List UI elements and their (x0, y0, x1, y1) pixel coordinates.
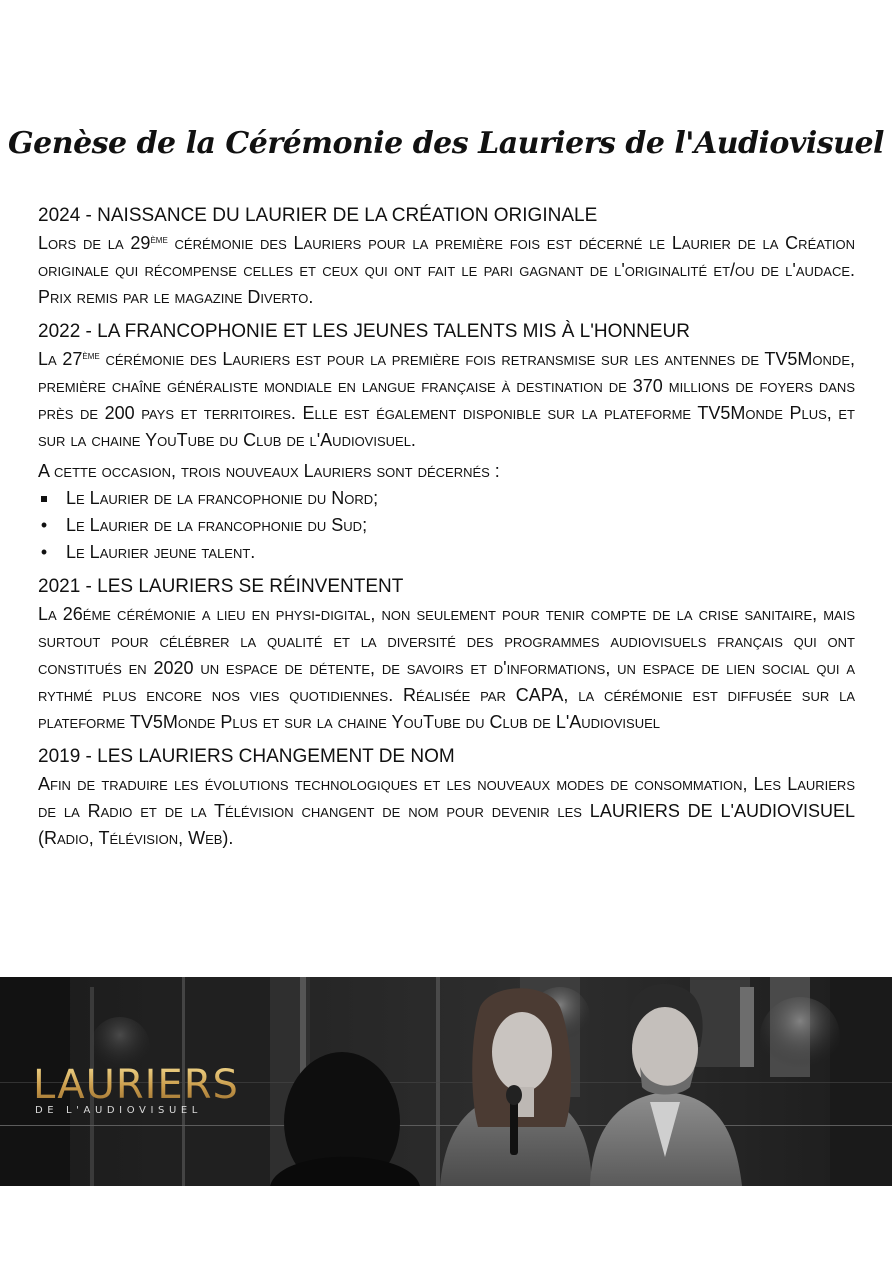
section-2019 (38, 744, 855, 852)
section-heading: 2022 - LA FRANCOPHONIE ET LES JEUNES TALENTS MIS À L'HONNEUR (38, 321, 690, 342)
lauriers-logo (33, 1062, 263, 1116)
ceremony-photo-banner (0, 977, 892, 1186)
ordinal-superscript: ème (82, 348, 100, 362)
section-paragraph: Afin de traduire les évolutions technologiques et les nouveaux modes de consommation, Les Lauriers de la Radio et de la Télévision changent de nom pour devenir les LAURIERS DE L'AUDIOVISUEL (Radio, Télévision, Web). (38, 774, 855, 848)
logo-wordmark: LAURIERS (33, 1065, 263, 1105)
bullet-intro: A cette occasion, trois nouveaux Lauriers sont décernés : (38, 461, 500, 481)
section-paragraph (38, 230, 855, 311)
paragraph-text: La 27 (38, 349, 83, 369)
list-item-text: Le Laurier jeune talent. (66, 542, 256, 562)
list-item (38, 539, 855, 566)
section-2021 (38, 574, 855, 736)
round-bullet-icon: • (40, 542, 48, 562)
list-item (38, 512, 855, 539)
round-bullet-icon: • (40, 515, 48, 535)
section-2024 (38, 203, 855, 311)
page-title: Genèse de la Cérémonie des Lauriers de l'Audiovisuel (8, 126, 884, 161)
square-bullet-icon (41, 496, 47, 502)
document-body (38, 203, 855, 860)
list-item (38, 485, 855, 512)
paragraph-text: Lors de la 29 (38, 233, 151, 253)
section-2022 (38, 319, 855, 566)
bullet-list (38, 485, 855, 566)
section-heading: 2019 - LES LAURIERS CHANGEMENT DE NOM (38, 746, 455, 767)
section-paragraph: La 26éme cérémonie a lieu en physi-digital, non seulement pour tenir compte de la crise sanitaire, mais surtout pour célébrer la qualité et la diversité des programmes audiovisuels français qui ont constitués en 2020 un espace de détente, de savoirs et d'informations, un espace de lien social qui a rythmé plus encore nos vies quotidiennes. Réalisée par CAPA, la cérémonie est diffusée sur la plateforme TV5Monde Plus et sur la chaine YouTube du Club de L'Audiovisuel (38, 604, 855, 732)
section-heading: 2024 - NAISSANCE DU LAURIER DE LA CRÉATION ORIGINALE (38, 205, 598, 226)
list-item-text: Le Laurier de la francophonie du Nord; (66, 488, 379, 508)
ordinal-superscript: ème (150, 232, 168, 246)
paragraph-text: cérémonie des Lauriers est pour la première fois retransmise sur les antennes de TV5Monde, première chaîne généraliste mondiale en langue française à destination de 370 millions de foyers dans près de 200 pays et territoires. Elle est également disponible sur la plateforme TV5Monde Plus, et sur la chaine YouTube du Club de l'Audiovisuel. (38, 349, 855, 450)
list-item-text: Le Laurier de la francophonie du Sud; (66, 515, 368, 535)
paragraph-text: cérémonie des Lauriers pour la première fois est décerné le Laurier de la Création originale qui récompense celles et ceux qui ont fait le pari gagnant de l'originalité et/ou de l'audace. Prix remis par le magazine Diverto. (38, 233, 855, 307)
section-heading: 2021 - LES LAURIERS SE RÉINVENTENT (38, 576, 404, 597)
logo-subtitle: DE L'AUDIOVISUEL (35, 1105, 202, 1116)
section-paragraph (38, 346, 855, 454)
